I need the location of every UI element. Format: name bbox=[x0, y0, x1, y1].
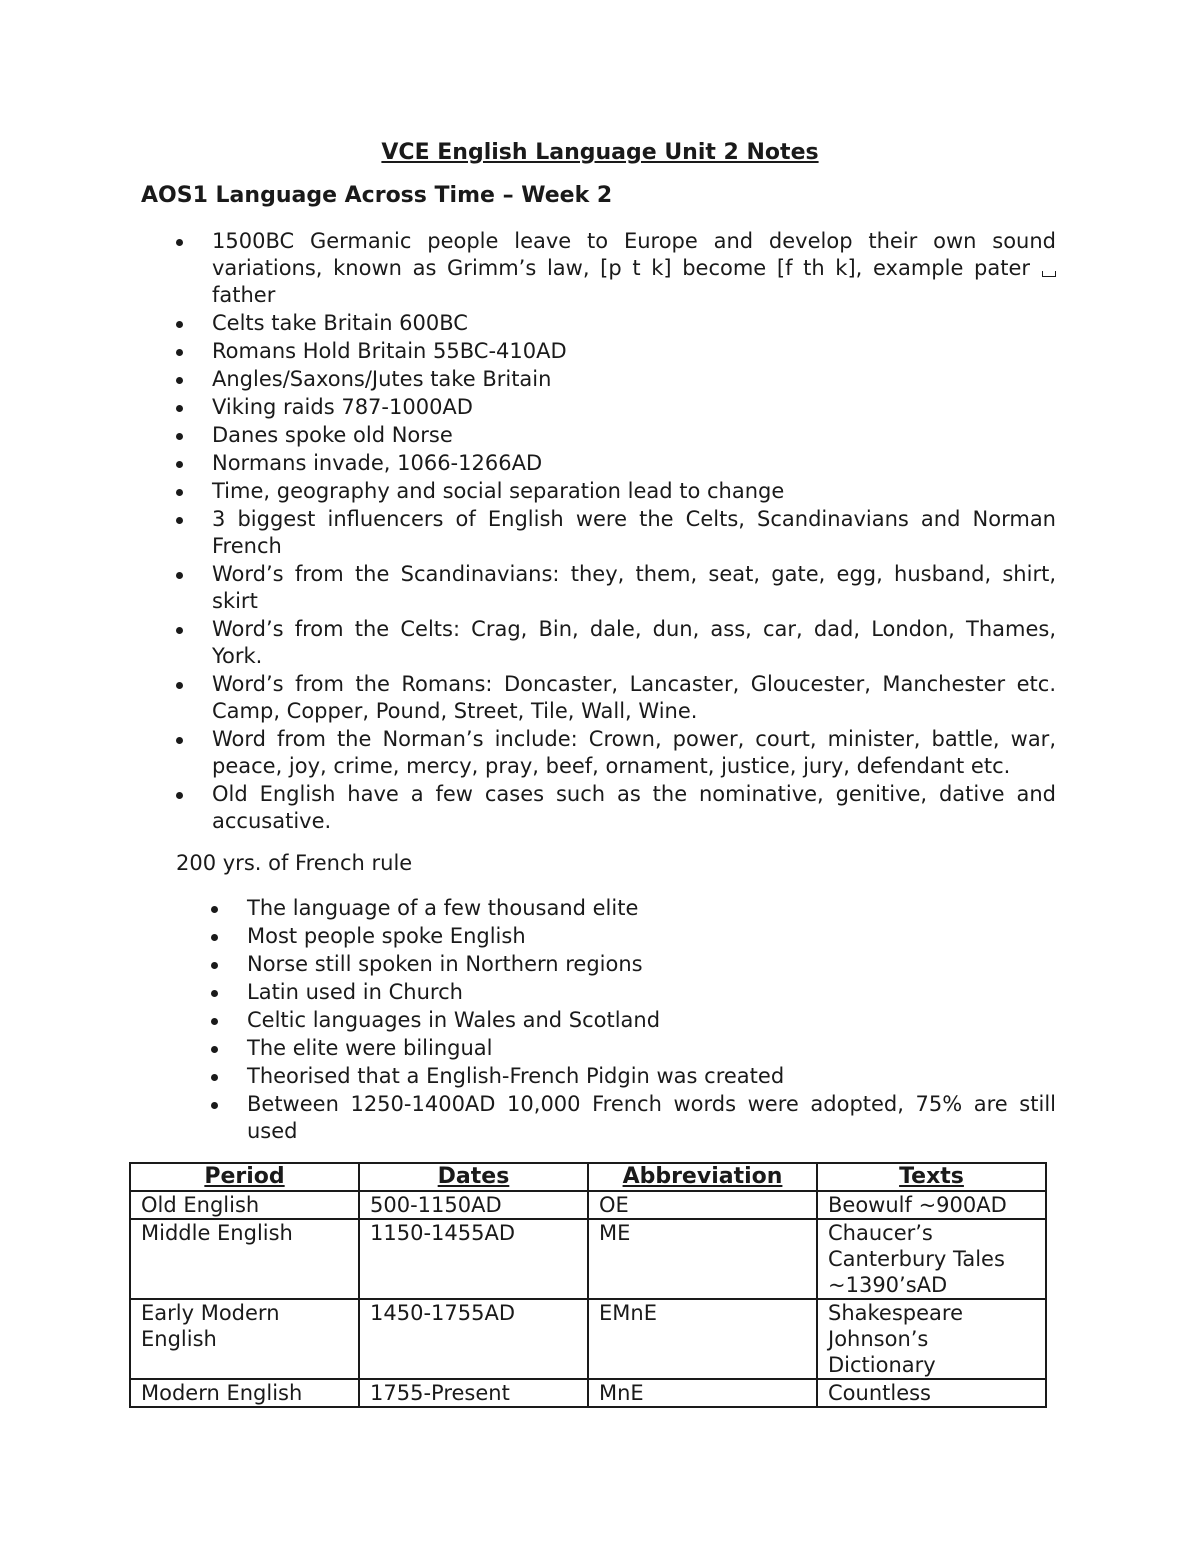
column-header-texts: Texts bbox=[817, 1163, 1046, 1191]
table-cell: Shakespeare Johnson’s Dictionary bbox=[817, 1299, 1046, 1379]
table-cell: 500-1150AD bbox=[359, 1191, 588, 1219]
table-header-row bbox=[130, 1163, 1046, 1191]
list-item: Normans invade, 1066-1266AD bbox=[212, 450, 1056, 477]
table-cell: 1450-1755AD bbox=[359, 1299, 588, 1379]
list-item: Angles/Saxons/Jutes take Britain bbox=[212, 366, 1056, 393]
list-item: Old English have a few cases such as the nominative, genitive, dative and accusative. bbox=[212, 782, 1056, 833]
document-title: VCE English Language Unit 2 Notes bbox=[381, 140, 819, 165]
list-item: Word’s from the Romans: Doncaster, Lancaster, Gloucester, Manchester etc. Camp, Copper, Pound, Street, Tile, Wall, Wine. bbox=[212, 672, 1056, 723]
list-item: Viking raids 787-1000AD bbox=[212, 394, 1056, 421]
list-item: 3 biggest influencers of English were the Celts, Scandinavians and Norman French bbox=[212, 507, 1056, 558]
table-cell: Chaucer’s Canterbury Tales ~1390’sAD bbox=[817, 1219, 1046, 1299]
table-row bbox=[130, 1379, 1046, 1407]
table-cell: 1150-1455AD bbox=[359, 1219, 588, 1299]
french-rule-label: 200 yrs. of French rule bbox=[176, 851, 413, 875]
list-item: Danes spoke old Norse bbox=[212, 422, 1056, 449]
table-cell: Old English bbox=[130, 1191, 359, 1219]
table-cell: Middle English bbox=[130, 1219, 359, 1299]
table-cell: Beowulf ~900AD bbox=[817, 1191, 1046, 1219]
list-item: Word’s from the Celts: Crag, Bin, dale, dun, ass, car, dad, London, Thames, York. bbox=[212, 617, 1056, 668]
table-cell: EMnE bbox=[588, 1299, 817, 1379]
table-cell: Countless bbox=[817, 1379, 1046, 1407]
list-item: Celtic languages in Wales and Scotland bbox=[247, 1007, 1056, 1034]
list-item: Celts take Britain 600BC bbox=[212, 310, 1056, 337]
list-item: Time, geography and social separation lead to change bbox=[212, 478, 1056, 505]
list-item: Between 1250-1400AD 10,000 French words were adopted, 75% are still used bbox=[247, 1092, 1056, 1143]
column-header-abbreviation: Abbreviation bbox=[588, 1163, 817, 1191]
history-bullet-list bbox=[212, 228, 1056, 836]
list-item: 1500BC Germanic people leave to Europe and develop their own sound variations, known as Grimm’s law, [p t k] become [f th k], example pater father bbox=[212, 229, 1056, 307]
list-item: Word’s from the Scandinavians: they, them, seat, gate, egg, husband, shirt, skirt bbox=[212, 562, 1056, 613]
table-cell: 1755-Present bbox=[359, 1379, 588, 1407]
french-rule-bullet-list bbox=[247, 895, 1056, 1146]
section-heading: AOS1 Language Across Time – Week 2 bbox=[141, 183, 613, 208]
list-item: The language of a few thousand elite bbox=[247, 895, 1056, 922]
table-row bbox=[130, 1299, 1046, 1379]
table-row bbox=[130, 1191, 1046, 1219]
list-item: Theorised that a English-French Pidgin was created bbox=[247, 1063, 1056, 1090]
table-cell: Modern English bbox=[130, 1379, 359, 1407]
list-item: Romans Hold Britain 55BC-410AD bbox=[212, 338, 1056, 365]
arrow-icon bbox=[1042, 271, 1056, 277]
column-header-period: Period bbox=[130, 1163, 359, 1191]
table-cell: ME bbox=[588, 1219, 817, 1299]
list-item: The elite were bilingual bbox=[247, 1035, 1056, 1062]
table-row bbox=[130, 1219, 1046, 1299]
column-header-dates: Dates bbox=[359, 1163, 588, 1191]
table-cell: OE bbox=[588, 1191, 817, 1219]
periods-table bbox=[129, 1162, 1047, 1408]
list-item: Latin used in Church bbox=[247, 979, 1056, 1006]
table-cell: MnE bbox=[588, 1379, 817, 1407]
table-cell: Early Modern English bbox=[130, 1299, 359, 1379]
list-item: Most people spoke English bbox=[247, 923, 1056, 950]
list-item: Norse still spoken in Northern regions bbox=[247, 951, 1056, 978]
list-item: Word from the Norman’s include: Crown, power, court, minister, battle, war, peace, joy, crime, mercy, pray, beef, ornament, justice, jury, defendant etc. bbox=[212, 727, 1056, 778]
